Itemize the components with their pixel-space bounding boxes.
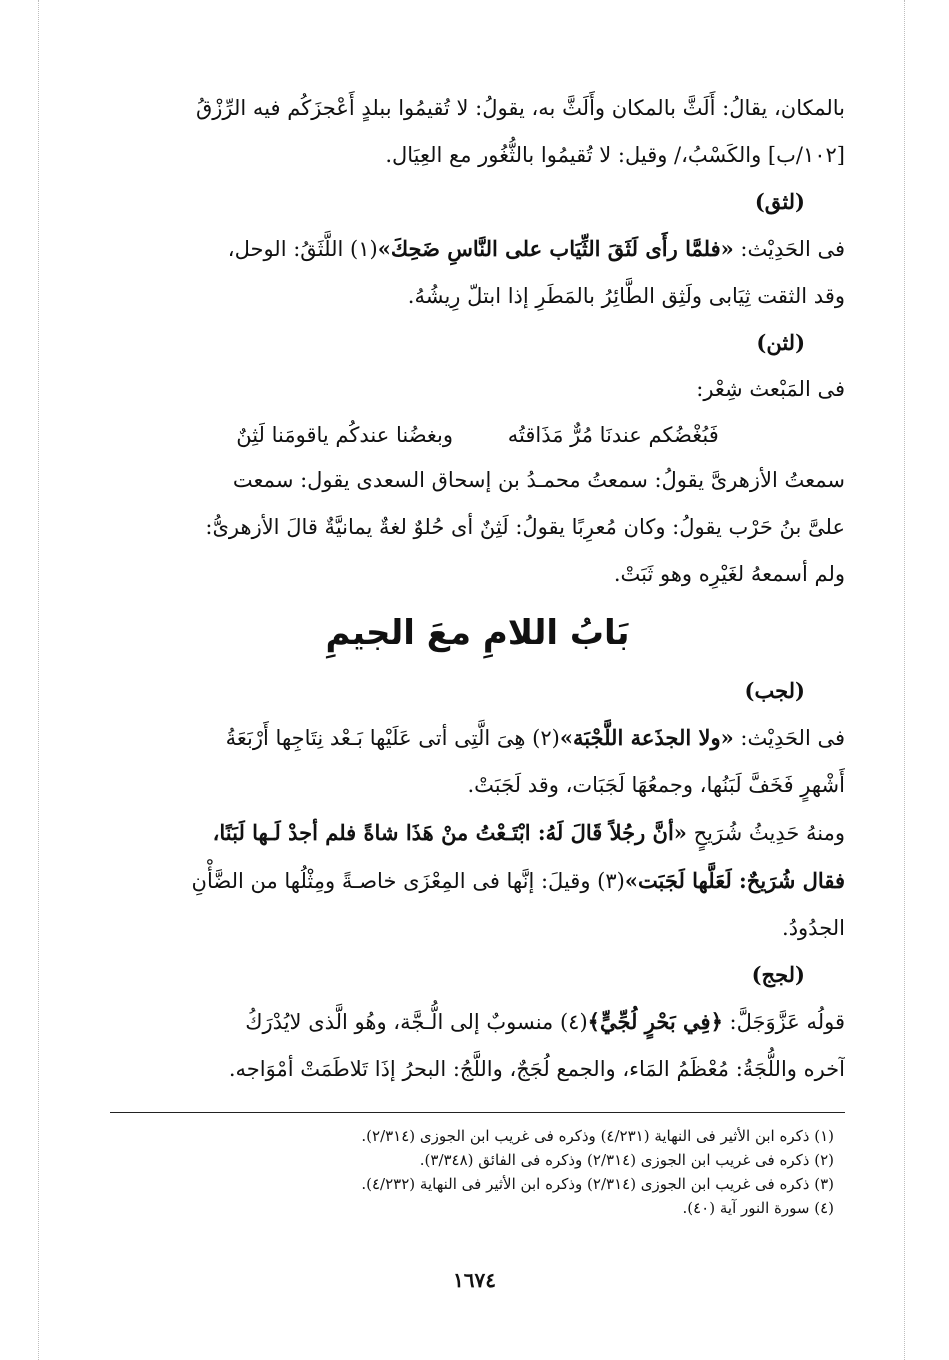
text-line: آخره واللُّجَةُ: مُعْظَمُ المَاء، والجمع لُجَجٌ، واللَّجُ: البحرُ إذَا تَلاطَمَتْ أمْوَاجه. <box>228 1057 845 1081</box>
text-run: (٢) هِىَ الَّتِى أتى عَلَيْها بَـعْد نِتَاجِها أَرْبَعَةُ <box>225 726 560 750</box>
chapter-title: بَابُ اللامِ معَ الجيمِ <box>325 613 630 653</box>
entry-heading-lajab: (لجب) <box>744 678 805 703</box>
text-line <box>110 998 845 1046</box>
footnote: (٣) ذكره فى غريب ابن الجوزى (٢/٣١٤) وذكره ابن الأثير فى النهاية (٤/٢٣٢). <box>361 1175 834 1193</box>
poetry-verse <box>110 413 845 457</box>
entry-heading-lathan: (لثن) <box>756 330 805 355</box>
text-run: فى الحَدِيْث: <box>733 237 845 261</box>
text-line: فى المَبْعث شِعْر: <box>696 377 845 401</box>
hadith-quote: «أنَّ رجُلاً قَالَ لَهُ: ابْتَـعْتُ منْ هَذَا شاةً فلم أجدْ لَـها لَبَنًا، <box>212 820 687 845</box>
hadith-quote: «ولا الجذَعة اللَّجْبَة» <box>559 725 734 750</box>
text-run: (٣) وقيلَ: إنَّها فى المِعْزَى خاصـةً ومِثْلُها من الضَّأْنِ <box>191 869 625 893</box>
text-line: وقد الثقت ثِيَابى ولَثِق الطَّائِرُ بالمَطَرِ إذا ابتلّ رِيشُهُ. <box>407 284 845 308</box>
text-run: (٤) منسوبٌ إلى الُّـجَّة، وهُو الَّذى لايُدْرَكُ <box>245 1010 588 1034</box>
text-line: ولم أسمعهُ لغَيْرِه وهو ثَبَتْ. <box>613 562 845 586</box>
text-line: علىَّ بنُ حَرْب يقولُ: وكان مُعرِبًا يقولُ: لَثِنٌ أى حُلوٌ لغةٌ يمانيَّةٌ قالَ الأزهرىُّ: <box>205 515 845 539</box>
text-line <box>110 225 845 273</box>
verse-hemistich-2: وبغضُنا عندكُم ياقومَنا لَثِنٌ <box>236 423 454 447</box>
margin-dotted-line-right <box>904 0 905 1360</box>
footnotes <box>134 1124 834 1220</box>
text-line <box>110 857 845 905</box>
page-number: ١٦٧٤ <box>453 1268 496 1292</box>
footnote: (٤) سورة النور آية (٤٠). <box>682 1199 834 1217</box>
text-run: فى الحَدِيْث: <box>733 726 845 750</box>
text-line <box>110 714 845 762</box>
text-run: ومنهُ حَدِيثُ شُرَيحٍ <box>686 821 845 845</box>
text-line: سمعتُ الأزهرىَّ يقولُ: سمعتُ محمـدُ بن إسحاق السعدى يقول: سمعت <box>232 468 845 492</box>
hadith-quote: فقال شُرَيحٌ: لَعَلَّها لَجَبَت» <box>624 868 845 893</box>
footnote: (١) ذكره ابن الأثير فى النهاية (٤/٢٣١) وذكره فى غريب ابن الجوزى (٢/٣١٤). <box>361 1127 834 1145</box>
footnote: (٢) ذكره فى غريب ابن الجوزى (٢/٣١٤) وذكره فى الفائق (٣/٣٤٨). <box>419 1151 834 1169</box>
margin-dotted-line-left <box>38 0 39 1360</box>
footnote-separator <box>110 1112 845 1113</box>
text-line: الجدُودُ. <box>782 916 845 940</box>
text-line: بالمكان، يقالُ: أَلَثَّ بالمكان وأَلَثَّ به، يقولُ: لا تُقيمُوا ببلدٍ أَعْجزَكُم فيه الرِّزْقُ <box>196 96 845 120</box>
entry-heading-lathaq: (لثق) <box>754 189 805 214</box>
main-text-column <box>110 85 845 1093</box>
text-run: قولُه عَزَّوَجَلَّ: <box>722 1010 845 1034</box>
text-line <box>110 809 845 857</box>
entry-heading-lajaj: (لجج) <box>751 962 805 987</box>
quran-quote: ﴿فِي بَحْرٍ لُجِّيٍّ﴾ <box>587 1009 723 1034</box>
hadith-quote: «فلمَّا رأَى لَثَقَ الثِّيَاب على النَّاسِ ضَحِكَ» <box>377 236 734 261</box>
text-line: أَشْهرٍ فَخَفَّ لَبَنُها، وجمعُهَا لَجَبَات، وقد لَجَبَتْ. <box>467 773 845 797</box>
verse-hemistich-1: فَبُغْضُكم عندنَا مُرٌّ مَذَاقتُه <box>507 423 719 447</box>
text-run: (١) اللَّثَقُ: الوحل، <box>227 237 378 261</box>
text-line: [١٠٢/ب] والكَسْبُ،/ وقيل: لا تُقيمُوا بالثُّغُور مع العِيَال. <box>385 143 845 167</box>
